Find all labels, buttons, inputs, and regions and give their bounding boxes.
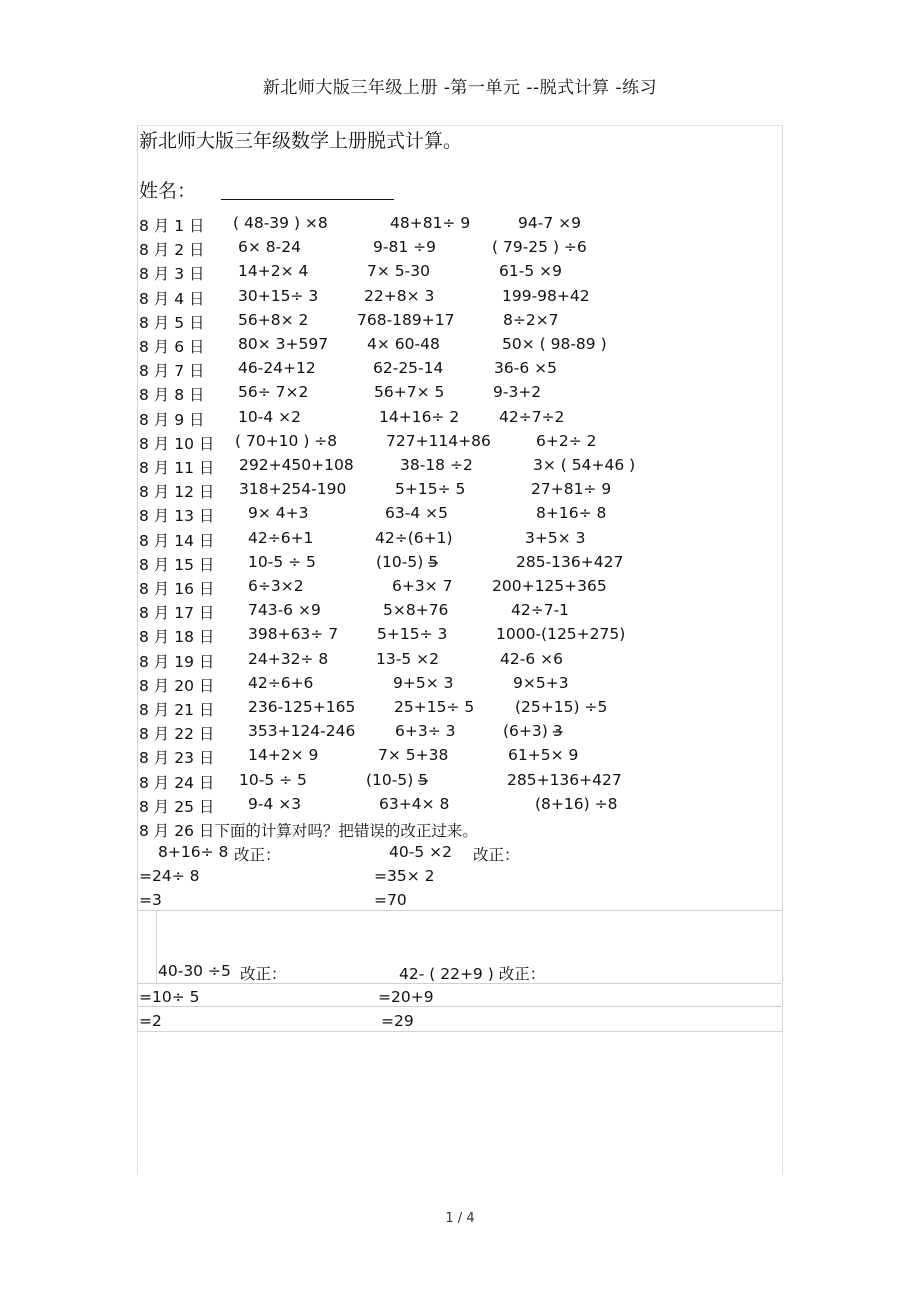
exercise-expression: 27+81÷ 9: [531, 480, 612, 499]
exercise-date: 8 月 12 日: [139, 483, 215, 502]
exercise-expression: 50× ( 98-89 ): [502, 335, 607, 353]
q1-step1: =24÷ 8: [139, 867, 200, 885]
exercise-expression: 42÷(6+1): [375, 528, 453, 547]
exercise-expression: 7× 5-30: [367, 262, 430, 281]
exercise-expression: 9+5× 3: [393, 673, 454, 692]
exercise-date: 8 月 2 日: [139, 241, 205, 260]
exercise-expression: 6÷3×2: [248, 577, 304, 595]
exercise-expression: 14+2× 4: [238, 262, 309, 281]
exercise-expression: 36-6 ×5: [494, 359, 557, 378]
page-number: 1 / 4: [445, 1211, 475, 1226]
exercise-expression: (10-5) 5̶: [366, 770, 429, 789]
exercise-expression: 768-189+17: [357, 310, 455, 329]
exercise-expression: 5×8+76: [383, 601, 449, 620]
exercise-date: 8 月 5 日: [139, 313, 205, 332]
q4-step2: =29: [381, 1012, 414, 1030]
exercise-date: 8 月 8 日: [139, 386, 205, 405]
exercise-date: 8 月 10 日: [139, 434, 215, 453]
exercise-date: 8 月 4 日: [139, 289, 205, 308]
exercise-date: 8 月 19 日: [139, 652, 215, 671]
exercise-expression: 3× ( 54+46 ): [533, 456, 636, 474]
q3-step1: =10÷ 5: [139, 988, 200, 1006]
exercise-expression: 42-6 ×6: [500, 649, 563, 668]
exercise-expression: 9-81 ÷9: [373, 238, 436, 257]
exercise-expression: 9-3+2: [493, 383, 542, 402]
q3-expression: 40-30 ÷5: [158, 962, 231, 980]
exercise-expression: ( 48-39 ) ×8: [233, 214, 328, 232]
exercise-date: 8 月 1 日: [139, 217, 205, 235]
exercise-expression: 7× 5+38: [378, 746, 449, 765]
exercise-expression: 10-4 ×2: [238, 407, 301, 426]
exercise-expression: 61+5× 9: [508, 746, 579, 765]
exercise-expression: 292+450+108: [239, 456, 354, 474]
q3-fix-label: 改正：: [240, 965, 287, 983]
exercise-expression: 743-6 ×9: [248, 601, 321, 620]
exercise-expression: 14+2× 9: [248, 746, 319, 765]
exercise-expression: 9-4 ×3: [248, 794, 302, 813]
exercise-expression: 727+114+86: [386, 431, 491, 450]
exercise-expression: 13-5 ×2: [376, 649, 439, 668]
exercise-expression: (8+16) ÷8: [535, 794, 618, 813]
exercise-expression: 42÷7-1: [511, 601, 570, 620]
blank-frame: [137, 1031, 783, 1175]
exercise-expression: 56+8× 2: [238, 310, 309, 329]
exercise-expression: 6× 8-24: [238, 238, 301, 257]
exercise-date: 8 月 21 日: [139, 701, 215, 719]
exercise-date: 8 月 3 日: [139, 265, 205, 284]
day26-instruction: 8 月 26 日下面的计算对吗？把错误的改正过来。: [139, 822, 478, 840]
exercise-expression: 25+15÷ 5: [394, 698, 475, 716]
exercise-date: 8 月 7 日: [139, 362, 205, 381]
worksheet-heading: 新北师大版三年级数学上册脱式计算。: [139, 130, 463, 152]
exercise-date: 8 月 15 日: [139, 555, 215, 574]
exercise-expression: 8+16÷ 8: [536, 504, 607, 523]
exercise-expression: (6+3) 3̶: [503, 722, 563, 741]
exercise-expression: 6+2÷ 2: [536, 431, 597, 450]
exercise-expression: 22+8× 3: [364, 286, 435, 305]
exercise-expression: 63-4 ×5: [385, 504, 448, 523]
q2-step1: =35× 2: [374, 867, 435, 885]
exercise-expression: 6+3× 7: [392, 577, 453, 595]
worksheet-frame: [137, 125, 783, 910]
exercise-date: 8 月 11 日: [139, 459, 215, 477]
q4-expression: 42- ( 22+9 ) 改正：: [399, 965, 546, 983]
q4-step1: =20+9: [378, 988, 434, 1006]
exercise-expression: 42÷6+6: [248, 673, 314, 692]
correction-frame-divider: [156, 910, 157, 983]
exercise-expression: 318+254-190: [239, 480, 347, 499]
q1-step2: =3: [139, 891, 162, 909]
exercise-expression: 9× 4+3: [248, 504, 309, 523]
q2-step2: =70: [374, 891, 407, 909]
exercise-expression: 94-7 ×9: [518, 214, 581, 232]
exercise-expression: 10-5 ÷ 5: [239, 770, 307, 789]
exercise-date: 8 月 23 日: [139, 749, 215, 768]
name-blank[interactable]: [221, 199, 394, 200]
exercise-date: 8 月 14 日: [139, 531, 215, 550]
exercise-expression: 42÷7÷2: [499, 407, 565, 426]
exercise-expression: 38-18 ÷2: [400, 456, 473, 474]
exercise-expression: 199-98+42: [502, 286, 590, 305]
exercise-expression: 9×5+3: [513, 673, 569, 692]
exercise-expression: 236-125+165: [248, 698, 356, 716]
q1-expression: 8+16÷ 8: [158, 843, 229, 861]
q2-expression: 40-5 ×2: [389, 843, 452, 861]
exercise-expression: 285+136+427: [507, 770, 622, 789]
exercise-expression: 398+63÷ 7: [248, 625, 339, 644]
exercise-expression: 1000-(125+275): [496, 625, 626, 644]
exercise-date: 8 月 25 日: [139, 797, 215, 816]
exercise-expression: 5+15÷ 5: [395, 480, 466, 499]
exercise-date: 8 月 24 日: [139, 773, 215, 792]
exercise-date: 8 月 13 日: [139, 507, 215, 526]
exercise-expression: 8÷2×7: [503, 310, 559, 329]
exercise-expression: ( 79-25 ) ÷6: [492, 238, 587, 257]
exercise-expression: (25+15) ÷5: [515, 698, 608, 716]
exercise-expression: 62-25-14: [373, 359, 444, 378]
q3-step2: =2: [139, 1012, 162, 1030]
exercise-expression: 42÷6+1: [248, 528, 314, 547]
exercise-expression: 10-5 ÷ 5: [248, 552, 316, 571]
exercise-expression: 80× 3+597: [238, 335, 329, 353]
exercise-date: 8 月 9 日: [139, 410, 205, 429]
q1-fix-label: 改正：: [234, 846, 281, 864]
q2-fix-label: 改正：: [473, 846, 520, 864]
exercise-date: 8 月 16 日: [139, 580, 215, 598]
exercise-expression: 285-136+427: [516, 552, 624, 571]
exercise-expression: 24+32÷ 8: [248, 649, 329, 668]
exercise-expression: 4× 60-48: [367, 335, 440, 353]
exercise-expression: 63+4× 8: [379, 794, 450, 813]
exercise-expression: (10-5) 5̶: [376, 552, 439, 571]
exercise-expression: 6+3÷ 3: [395, 722, 456, 741]
exercise-expression: 30+15÷ 3: [238, 286, 319, 305]
exercise-date: 8 月 18 日: [139, 628, 215, 647]
exercise-expression: 200+125+365: [492, 577, 607, 595]
exercise-date: 8 月 22 日: [139, 725, 215, 744]
exercise-date: 8 月 6 日: [139, 338, 205, 356]
exercise-date: 8 月 20 日: [139, 676, 215, 695]
exercise-expression: 14+16÷ 2: [379, 407, 460, 426]
exercise-expression: 48+81÷ 9: [390, 214, 471, 232]
exercise-expression: 5+15÷ 3: [377, 625, 448, 644]
exercise-expression: 56÷ 7×2: [238, 383, 309, 402]
exercise-expression: ( 70+10 ) ÷8: [235, 431, 338, 450]
exercise-date: 8 月 17 日: [139, 604, 215, 623]
exercise-expression: 61-5 ×9: [499, 262, 562, 281]
table-rule: [137, 1006, 781, 1007]
exercise-expression: 3+5× 3: [525, 528, 586, 547]
page-title: 新北师大版三年级上册 -第一单元 --脱式计算 -练习: [262, 78, 658, 98]
name-label: 姓名：: [139, 180, 197, 202]
exercise-expression: 353+124-246: [248, 722, 356, 741]
exercise-expression: 56+7× 5: [374, 383, 445, 402]
exercise-expression: 46-24+12: [238, 359, 316, 378]
